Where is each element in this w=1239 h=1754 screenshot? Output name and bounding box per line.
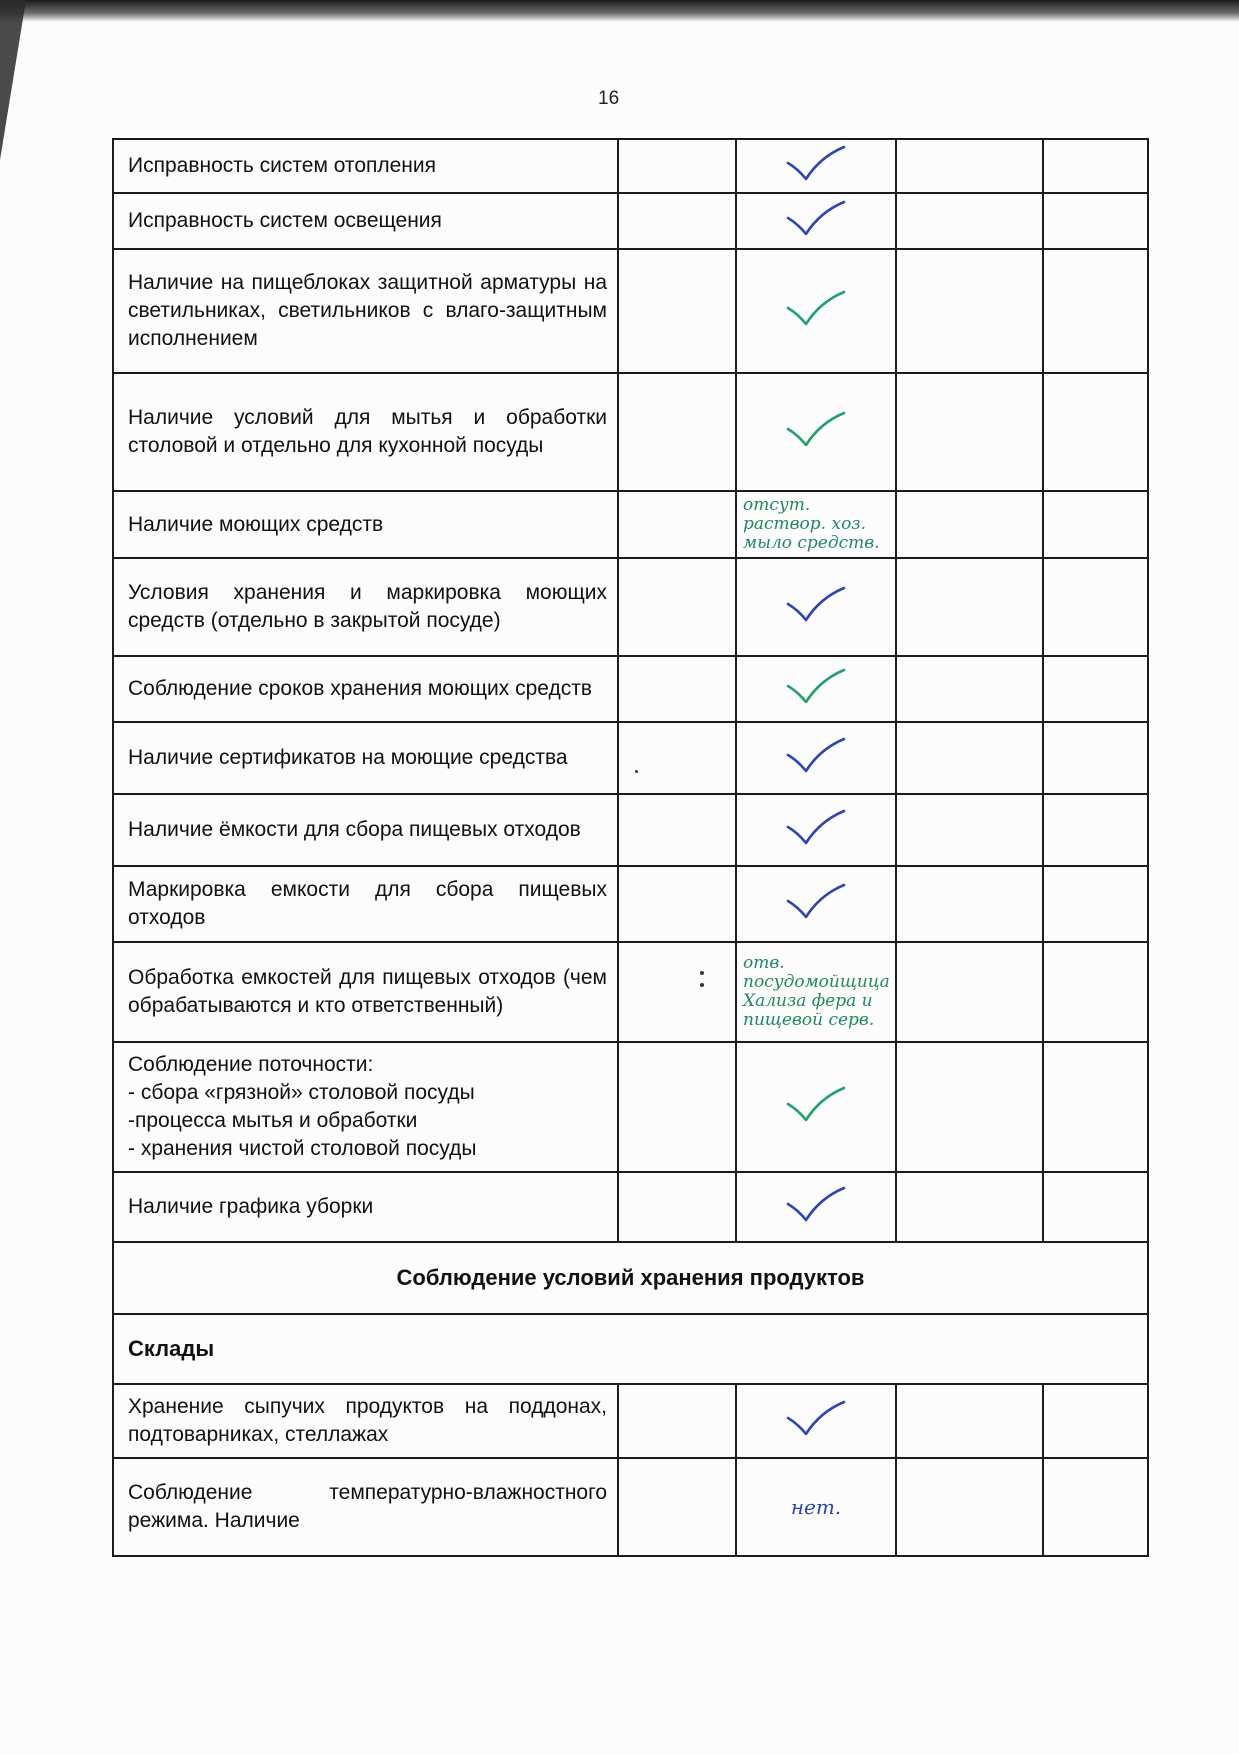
- empty-cell: [618, 558, 736, 656]
- table-row: [113, 193, 1148, 249]
- empty-cell: [1043, 866, 1148, 942]
- table-row: [113, 249, 1148, 373]
- checkmark-icon: [786, 145, 846, 183]
- scan-speck: [700, 983, 704, 987]
- assessment-cell: [736, 558, 896, 656]
- empty-cell: [896, 1458, 1043, 1556]
- assessment-cell: [736, 1384, 896, 1458]
- empty-cell: [1043, 139, 1148, 193]
- empty-cell: [618, 942, 736, 1042]
- table-row: [113, 1458, 1148, 1556]
- empty-cell: [896, 249, 1043, 373]
- assessment-cell: [736, 794, 896, 866]
- empty-cell: [1043, 193, 1148, 249]
- empty-cell: [618, 373, 736, 491]
- criterion-label: Обработка емкостей для пищевых отходов (чем обрабатываются и кто ответственный): [113, 942, 618, 1042]
- table-row: [113, 491, 1148, 558]
- handwritten-note: отсут. раствор. хоз. мыло средств.: [743, 495, 880, 553]
- empty-cell: [896, 656, 1043, 722]
- empty-cell: [618, 656, 736, 722]
- empty-cell: [1043, 1042, 1148, 1172]
- empty-cell: [896, 1384, 1043, 1458]
- empty-cell: [896, 722, 1043, 794]
- page-number: 16: [598, 88, 620, 109]
- empty-cell: [618, 1172, 736, 1242]
- criterion-label: Соблюдение температурно-влажностного режима. Наличие: [113, 1458, 618, 1556]
- empty-cell: [618, 794, 736, 866]
- criterion-text: Соблюдение поточности: - сбора «грязной» столовой посуды -процесса мытья и обработки - хранения чистой столовой посуды: [128, 1053, 477, 1160]
- section-title: Соблюдение условий хранения продуктов: [113, 1242, 1148, 1314]
- scan-corner-shadow: [0, 0, 26, 160]
- empty-cell: [618, 1384, 736, 1458]
- assessment-cell: [736, 866, 896, 942]
- criterion-label: [113, 1042, 618, 1172]
- empty-cell: [618, 722, 736, 794]
- table-row: [113, 139, 1148, 193]
- criterion-label: Соблюдение сроков хранения моющих средств: [113, 656, 618, 722]
- empty-cell: [896, 1042, 1043, 1172]
- checkmark-icon: [786, 737, 846, 775]
- checkmark-icon: [786, 200, 846, 238]
- empty-cell: [1043, 656, 1148, 722]
- table-row: [113, 1172, 1148, 1242]
- empty-cell: [896, 1172, 1043, 1242]
- scan-top-shadow: [0, 0, 1239, 22]
- subsection-header-row: [113, 1314, 1148, 1384]
- empty-cell: [618, 1458, 736, 1556]
- assessment-cell: [736, 139, 896, 193]
- checkmark-icon: [786, 290, 846, 328]
- empty-cell: [1043, 722, 1148, 794]
- empty-cell: [1043, 942, 1148, 1042]
- criterion-label: Наличие на пищеблоках защитной арматуры на светильниках, светильников с влаго-защитным исполнением: [113, 249, 618, 373]
- table-row: [113, 722, 1148, 794]
- criterion-label: Наличие сертификатов на моющие средства: [113, 722, 618, 794]
- assessment-cell: [736, 491, 896, 558]
- empty-cell: [896, 794, 1043, 866]
- empty-cell: [1043, 1384, 1148, 1458]
- empty-cell: [896, 373, 1043, 491]
- empty-cell: [1043, 1172, 1148, 1242]
- empty-cell: [618, 193, 736, 249]
- table-row: [113, 1042, 1148, 1172]
- empty-cell: [618, 1042, 736, 1172]
- checkmark-icon: [786, 668, 846, 706]
- assessment-cell: [736, 193, 896, 249]
- section-header-row: [113, 1242, 1148, 1314]
- criterion-label: Исправность систем освещения: [113, 193, 618, 249]
- checkmark-icon: [786, 1186, 846, 1224]
- criterion-label: Наличие моющих средств: [113, 491, 618, 558]
- empty-cell: [1043, 249, 1148, 373]
- checkmark-icon: [786, 586, 846, 624]
- assessment-cell: [736, 1458, 896, 1556]
- empty-cell: [1043, 558, 1148, 656]
- scan-speck: [635, 770, 638, 773]
- criterion-label: Наличие условий для мытья и обработки столовой и отдельно для кухонной посуды: [113, 373, 618, 491]
- handwritten-note: отв. посудомойщица Хализа фера и пищевой серв.: [743, 953, 890, 1030]
- table-row: [113, 656, 1148, 722]
- empty-cell: [896, 491, 1043, 558]
- empty-cell: [1043, 1458, 1148, 1556]
- assessment-cell: [736, 249, 896, 373]
- empty-cell: [896, 193, 1043, 249]
- empty-cell: [896, 866, 1043, 942]
- criterion-label: Хранение сыпучих продуктов на поддонах, подтоварниках, стеллажах: [113, 1384, 618, 1458]
- assessment-cell: [736, 1042, 896, 1172]
- checkmark-icon: [786, 1086, 846, 1124]
- checkmark-icon: [786, 411, 846, 449]
- criterion-label: Условия хранения и маркировка моющих средств (отдельно в закрытой посуде): [113, 558, 618, 656]
- empty-cell: [618, 491, 736, 558]
- empty-cell: [1043, 373, 1148, 491]
- empty-cell: [896, 942, 1043, 1042]
- checkmark-icon: [786, 883, 846, 921]
- assessment-cell: [736, 942, 896, 1042]
- table-row: [113, 942, 1148, 1042]
- checklist-table: [112, 138, 1149, 1557]
- criterion-label: Исправность систем отопления: [113, 139, 618, 193]
- scan-speck: [700, 971, 704, 975]
- criterion-label: Маркировка емкости для сбора пищевых отходов: [113, 866, 618, 942]
- empty-cell: [896, 139, 1043, 193]
- assessment-cell: [736, 373, 896, 491]
- checkmark-icon: [786, 809, 846, 847]
- checkmark-icon: [786, 1400, 846, 1438]
- assessment-cell: [736, 1172, 896, 1242]
- empty-cell: [896, 558, 1043, 656]
- subsection-title: Склады: [113, 1314, 1148, 1384]
- handwritten-note: нет.: [790, 1494, 842, 1519]
- checklist-sheet: [112, 138, 1147, 1660]
- assessment-cell: [736, 656, 896, 722]
- table-row: [113, 794, 1148, 866]
- empty-cell: [1043, 794, 1148, 866]
- criterion-label: Наличие графика уборки: [113, 1172, 618, 1242]
- empty-cell: [618, 249, 736, 373]
- table-row: [113, 558, 1148, 656]
- table-row: [113, 866, 1148, 942]
- assessment-cell: [736, 722, 896, 794]
- empty-cell: [1043, 491, 1148, 558]
- empty-cell: [618, 866, 736, 942]
- empty-cell: [618, 139, 736, 193]
- criterion-label: Наличие ёмкости для сбора пищевых отходов: [113, 794, 618, 866]
- table-row: [113, 373, 1148, 491]
- table-row: [113, 1384, 1148, 1458]
